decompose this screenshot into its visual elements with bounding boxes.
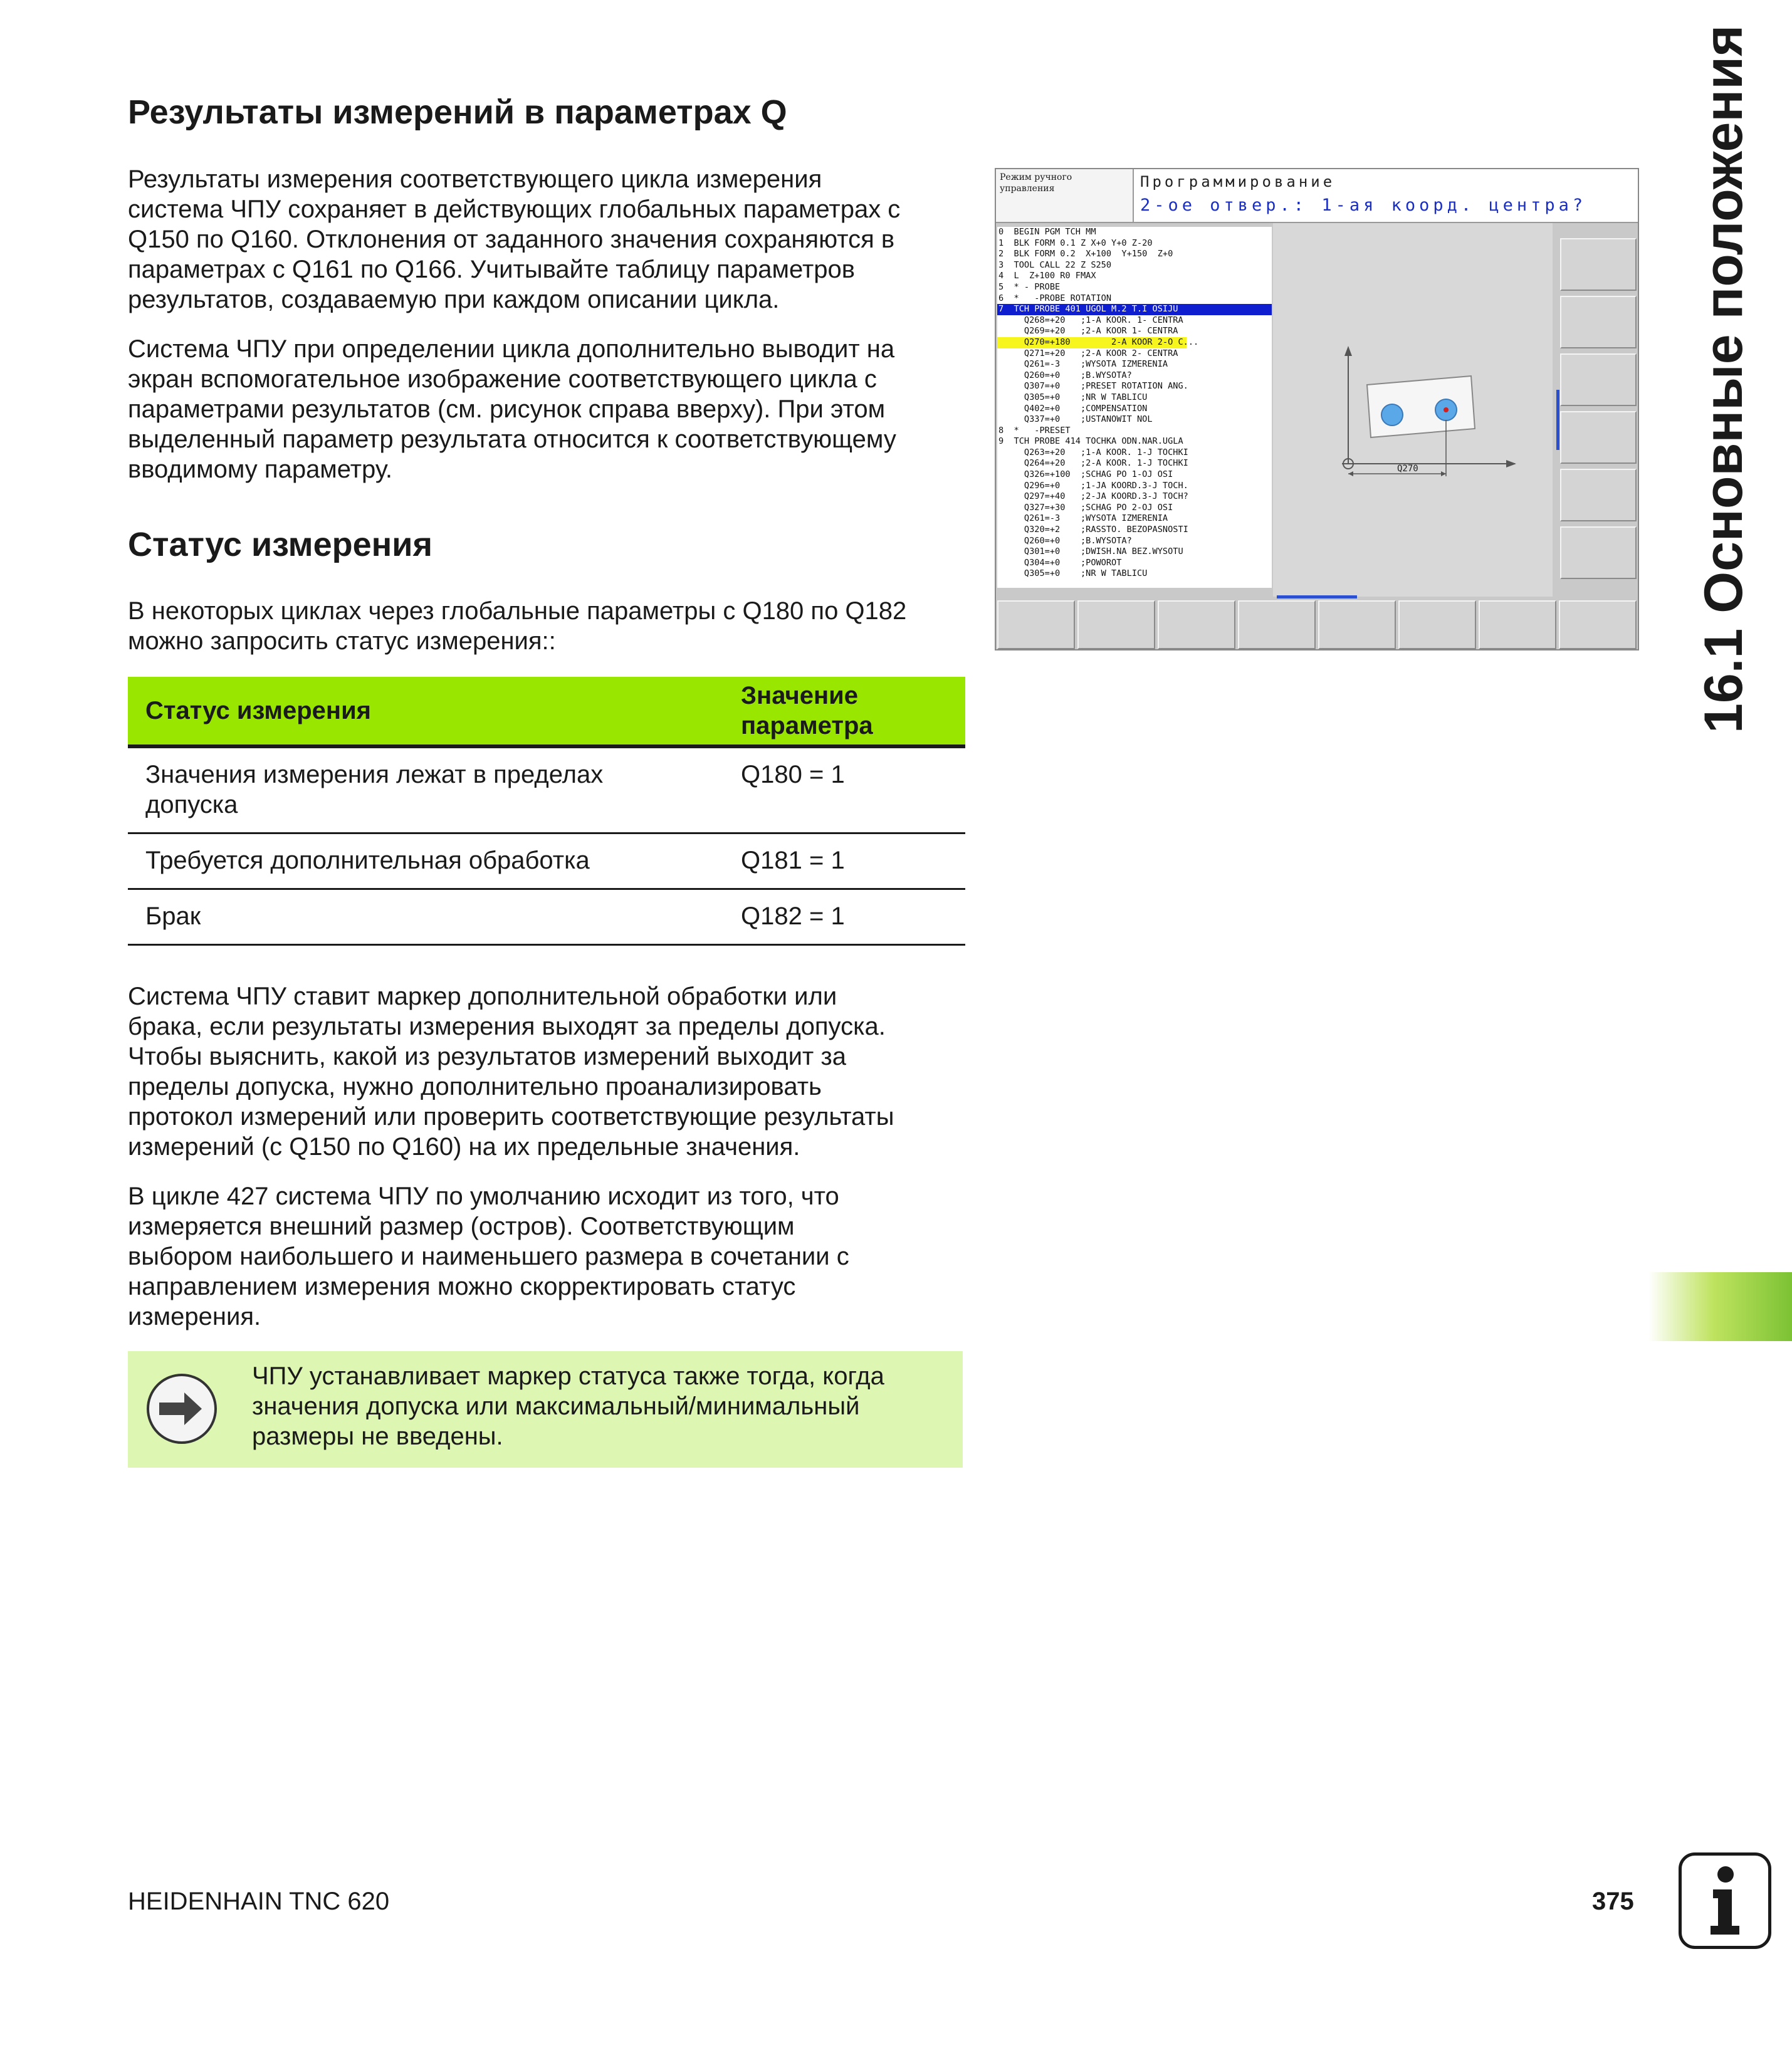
section-title-q-results: Результаты измерений в параметрах Q — [128, 93, 787, 131]
text-line: параметрах с Q161 по Q166. Учитывайте таблицу параметров — [128, 256, 856, 283]
text-line: параметрами результатов (см. рисунок справа вверху). При этом — [128, 395, 886, 423]
text-line: измеряется внешний размер (остров). Соответствующим — [128, 1213, 795, 1240]
program-line[interactable]: Q326=+100 ;SCHAG PO 1-OJ OSI — [998, 469, 1173, 480]
text-line: ЧПУ устанавливает маркер статуса также тогда, когда — [252, 1362, 884, 1390]
program-line[interactable]: Q337=+0 ;USTANOWIT NOL — [998, 414, 1153, 425]
note-text — [252, 1361, 954, 1451]
program-line[interactable]: 2 BLK FORM 0.2 X+100 Y+150 Z+0 — [998, 249, 1173, 259]
softkey-bottom-4[interactable] — [1238, 600, 1316, 649]
softkey-bottom-5[interactable] — [1318, 600, 1396, 649]
text-line: Чтобы выяснить, какой из результатов измерений выходит за — [128, 1043, 846, 1070]
program-line[interactable]: Q260=+0 ;B.WYSOTA? — [998, 370, 1132, 380]
softkey-bottom-2[interactable] — [1077, 600, 1155, 649]
program-line[interactable]: Q263=+20 ;1-A KOOR. 1-J TOCHKI — [998, 447, 1188, 457]
program-line[interactable]: Q261=-3 ;WYSOTA IZMERENIA — [998, 359, 1168, 370]
table-header-value: Значение параметра — [723, 677, 965, 746]
program-line[interactable]: 4 L Z+100 R0 FMAX — [998, 271, 1096, 281]
footer-product: HEIDENHAIN TNC 620 — [128, 1888, 390, 1915]
mode-label-line: управления — [1000, 184, 1055, 194]
softkey-right-3[interactable] — [1560, 353, 1637, 406]
program-line[interactable]: Q304=+0 ;POWOROT — [998, 557, 1122, 568]
text-line: брака, если результаты измерения выходят за пределы допуска. — [128, 1013, 886, 1040]
program-line[interactable]: 8 * -PRESET — [998, 425, 1071, 436]
program-line[interactable]: Q307=+0 ;PRESET ROTATION ANG. — [998, 381, 1188, 392]
text-line: выделенный параметр результата относится к соответствующему — [128, 426, 896, 453]
table-cell: Q181 = 1 — [723, 833, 965, 889]
table-row — [128, 889, 965, 945]
scroll-indicator — [1556, 390, 1559, 450]
text-line: В некоторых циклах через глобальные параметры с Q180 по Q182 — [128, 597, 907, 625]
program-line[interactable]: Q268=+20 ;1-A KOOR. 1- CENTRA — [998, 315, 1183, 325]
program-line[interactable]: Q269=+20 ;2-A KOOR 1- CENTRA — [998, 326, 1178, 337]
table-header-status: Статус измерения — [128, 677, 723, 746]
text-line: В цикле 427 система ЧПУ по умолчанию исходит из того, что — [128, 1183, 839, 1210]
status-table — [128, 677, 965, 946]
mode-label-line: Режим ручного — [1000, 172, 1072, 182]
program-line[interactable]: 7 TCH PROBE 401 UGOL M.2 T.I OSIJU — [997, 304, 1272, 315]
cycle-help-graphic — [1273, 223, 1553, 597]
text-line: результатов, создаваемую при каждом описании цикла. — [128, 286, 780, 313]
text-line: Система ЧПУ ставит маркер дополнительной обработки или — [128, 983, 837, 1010]
program-line[interactable]: 5 * - PROBE — [998, 281, 1061, 292]
program-line[interactable]: 1 BLK FORM 0.1 Z X+0 Y+0 Z-20 — [998, 238, 1153, 248]
text-line: измерения. — [128, 1303, 261, 1330]
table-cell: Q182 = 1 — [723, 889, 965, 945]
mode-label — [996, 169, 1134, 223]
softkey-bottom-8[interactable] — [1559, 600, 1637, 649]
paragraph-auxiliary-image — [128, 334, 968, 484]
text-line: пределы допуска, нужно дополнительно проанализировать — [128, 1073, 822, 1100]
screen-mode-title: Программирование — [1140, 173, 1336, 191]
program-line[interactable]: Q305=+0 ;NR W TABLICU — [998, 392, 1148, 402]
softkey-right-2[interactable] — [1560, 296, 1637, 348]
page-number: 375 — [1592, 1888, 1634, 1915]
program-line[interactable]: Q296=+0 ;1-JA KOORD.3-J TOCH. — [998, 480, 1188, 491]
program-line[interactable]: Q305=+0 ;NR W TABLICU — [998, 568, 1148, 579]
paragraph-tolerance-marker — [128, 981, 968, 1162]
text-line: направлением измерения можно скорректировать статус — [128, 1273, 796, 1300]
program-line[interactable]: 6 * -PROBE ROTATION — [998, 293, 1112, 303]
program-line[interactable]: Q270=+180 2-A KOOR 2-O C... — [998, 337, 1199, 347]
program-line[interactable]: 0 BEGIN PGM TCH MM — [998, 227, 1096, 237]
softkey-right-4[interactable] — [1560, 411, 1637, 464]
program-line[interactable]: 3 TOOL CALL 22 Z S250 — [998, 259, 1112, 270]
table-cell: Требуется дополнительная обработка — [128, 833, 723, 889]
table-cell: Брак — [128, 889, 723, 945]
program-line[interactable]: Q301=+0 ;DWISH.NA BEZ.WYSOTU — [998, 546, 1183, 557]
table-cell: Q180 = 1 — [723, 746, 965, 833]
table-row — [128, 833, 965, 889]
softkey-bottom-7[interactable] — [1479, 600, 1556, 649]
softkey-bottom-6[interactable] — [1398, 600, 1476, 649]
dim-label: Q270 — [1397, 464, 1418, 474]
program-line[interactable]: Q260=+0 ;B.WYSOTA? — [998, 535, 1132, 546]
vertical-softkeys — [1556, 223, 1639, 597]
text-line: Система ЧПУ при определении цикла дополнительно выводит на — [128, 335, 895, 363]
arrow-right-icon — [147, 1374, 217, 1444]
program-line[interactable]: Q264=+20 ;2-A KOOR. 1-J TOCHKI — [998, 458, 1188, 469]
text-line: выбором наибольшего и наименьшего размера в сочетании с — [128, 1243, 849, 1270]
paragraph-status-intro — [128, 596, 968, 656]
screen-header — [1134, 169, 1638, 223]
text-line: экран вспомогательное изображение соответствующего цикла с — [128, 365, 877, 393]
softkey-right-6[interactable] — [1560, 526, 1637, 579]
softkey-bottom-3[interactable] — [1158, 600, 1235, 649]
paragraph-q-results — [128, 164, 968, 315]
program-line[interactable]: 9 TCH PROBE 414 TOCHKA ODN.NAR.UGLA — [998, 436, 1183, 447]
program-line[interactable]: Q271=+20 ;2-A KOOR 2- CENTRA — [998, 348, 1178, 358]
note-box — [128, 1351, 963, 1468]
screen-prompt: 2-ое отвер.: 1-ая коорд. центра? — [1140, 196, 1587, 215]
text-line: можно запросить статус измерения:: — [128, 627, 556, 655]
table-header-row — [128, 677, 965, 746]
text-line: протокол измерений или проверить соответствующие результаты — [128, 1103, 894, 1131]
text-line: система ЧПУ сохраняет в действующих глобальных параметрах с — [128, 196, 901, 223]
chapter-side-title: 16.1 Основные положения — [1694, 24, 1754, 733]
horizontal-softkeys — [996, 597, 1638, 649]
program-line[interactable]: Q402=+0 ;COMPENSATION — [998, 403, 1148, 414]
program-line[interactable]: Q297=+40 ;2-JA KOORD.3-J TOCH? — [998, 491, 1188, 502]
program-listing[interactable] — [997, 227, 1272, 588]
program-line[interactable]: Q320=+2 ;RASSTO. BEZOPASNOSTI — [998, 525, 1188, 535]
text-line: измерений (с Q150 по Q160) на их предельные значения. — [128, 1133, 800, 1161]
text-line: вводимому параметру. — [128, 456, 392, 483]
tnc-screen — [995, 168, 1639, 650]
program-line[interactable]: Q261=-3 ;WYSOTA IZMERENIA — [998, 513, 1168, 524]
info-icon — [1679, 1852, 1771, 1949]
paragraph-cycle-427 — [128, 1181, 968, 1332]
table-row — [128, 746, 965, 833]
softkey-right-1[interactable] — [1560, 238, 1637, 291]
program-line[interactable]: Q327=+30 ;SCHAG PO 2-OJ OSI — [998, 502, 1173, 513]
section-title-measure-status: Статус измерения — [128, 526, 432, 563]
text-line: Результаты измерения соответствующего цикла измерения — [128, 165, 822, 193]
table-cell: Значения измерения лежат в пределах допуска — [128, 746, 723, 833]
chapter-tab-marker — [1648, 1272, 1792, 1341]
softkey-bottom-1[interactable] — [997, 600, 1075, 649]
text-line: Q150 по Q160. Отклонения от заданного значения сохраняются в — [128, 226, 895, 253]
text-line: значения допуска или максимальный/минимальный — [252, 1392, 860, 1420]
softkey-right-5[interactable] — [1560, 469, 1637, 521]
text-line: размеры не введены. — [252, 1423, 503, 1450]
